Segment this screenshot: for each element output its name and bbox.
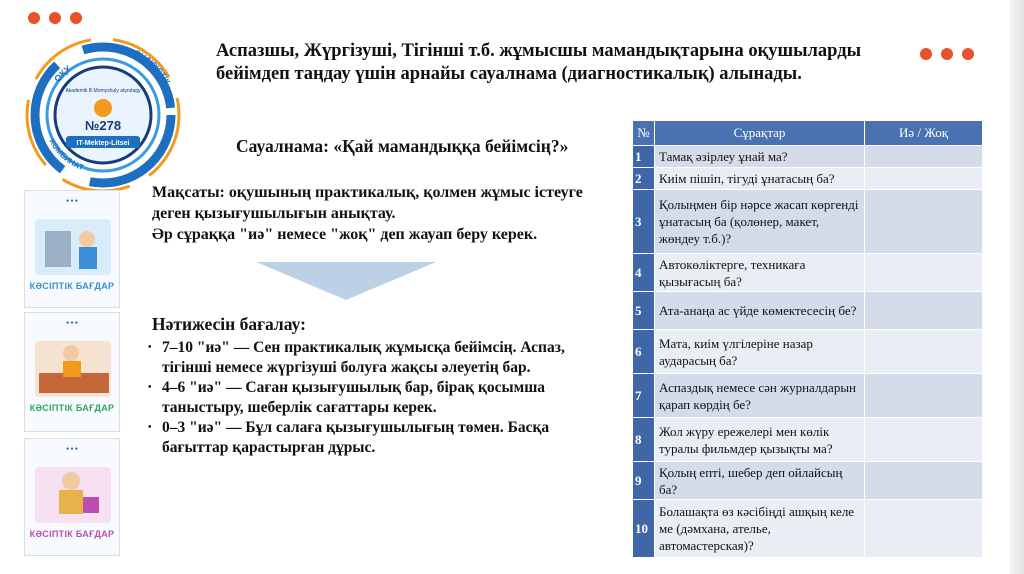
- table-row: [633, 418, 983, 462]
- answer-cell[interactable]: [865, 330, 983, 374]
- decor-dot: [962, 48, 974, 60]
- cover-header: ● ● ●: [66, 446, 78, 452]
- answer-cell[interactable]: [865, 168, 983, 190]
- right-edge-stripe: [1010, 0, 1024, 574]
- cover-header: ● ● ●: [66, 320, 78, 326]
- table-row: [633, 292, 983, 330]
- decor-dot: [920, 48, 932, 60]
- logo-top-text: ОҚУ: [52, 63, 73, 84]
- page-title: Аспазшы, Жүргізуші, Тігінші т.б. жұмысшы мамандықтарына оқушыларды бейімдеп таңдау үшін арнайы сауалнама (диагностикалық) алынады.: [216, 41, 862, 84]
- logo-number: №278: [84, 118, 122, 133]
- question-number: 8: [633, 418, 655, 462]
- logo-center-name: Akademik B.Momyshuly atyndagy: [65, 88, 141, 94]
- question-text: Киім пішіп, тігуді ұнатасың ба?: [655, 168, 865, 190]
- question-text: Қолың епті, шебер деп ойлайсың ба?: [655, 462, 865, 500]
- question-text: Автокөліктерге, техникаға қызығасың ба?: [655, 254, 865, 292]
- question-text: Болашақта өз кәсібіңді ашқың келе ме (дәмхана, ателье, автомастерская)?: [655, 500, 865, 558]
- survey-goal-line: Мақсаты: оқушының практикалық, қолмен жұмыс істеуге: [152, 184, 583, 201]
- results-list: [148, 338, 618, 458]
- results-item: • 4–6 "иә" — Саған қызығушылық бар, бірақ қосымша таныстыру, шеберлік сағаттары керек.: [148, 378, 618, 418]
- answer-cell[interactable]: [865, 374, 983, 418]
- svg-text:ӨНДІРІСТІК: [132, 48, 171, 86]
- question-number: 2: [633, 168, 655, 190]
- results-item: • 0–3 "иә" — Бұл салаға қызығушылығың төмен. Басқа бағыттар қарастырған дұрыс.: [148, 418, 618, 458]
- col-header-answer: Иә / Жоқ: [865, 121, 983, 146]
- career-guide-cover: [24, 312, 120, 432]
- table-row: [633, 500, 983, 558]
- career-guide-cover: [24, 190, 120, 308]
- cover-illustration: [25, 211, 120, 281]
- question-number: 9: [633, 462, 655, 500]
- logo-banner: IT-Mektep-Litsei: [76, 140, 130, 147]
- cover-illustration: [25, 333, 120, 403]
- results-item: • 7–10 "иә" — Сен практикалық жұмысқа бейімсің. Аспаз, тігінші немесе жүргізуші болуға жақсы әлеуетің бар.: [148, 338, 618, 378]
- question-text: Мата, киім үлгілеріне назар аударасың ба?: [655, 330, 865, 374]
- survey-title: Сауалнама: «Қай мамандыққа бейімсің?»: [236, 136, 569, 156]
- table-row: [633, 146, 983, 168]
- question-number: 6: [633, 330, 655, 374]
- survey-goal-line: деген қызығушылығын анықтау.: [152, 205, 396, 222]
- question-number: 4: [633, 254, 655, 292]
- decor-dot: [941, 48, 953, 60]
- table-row: [633, 374, 983, 418]
- table-header-row: [633, 121, 983, 146]
- table-row: [633, 190, 983, 254]
- question-text: Ата-анаңа ас үйде көмектесесің бе?: [655, 292, 865, 330]
- answer-cell[interactable]: [865, 462, 983, 500]
- table-row: [633, 168, 983, 190]
- answer-cell[interactable]: [865, 254, 983, 292]
- school-logo-graphic: [18, 30, 188, 200]
- logo-right-text: ӨНДІРІСТІК: [132, 47, 172, 86]
- question-number: 7: [633, 374, 655, 418]
- career-guide-cover: [24, 438, 120, 556]
- answer-cell[interactable]: [865, 190, 983, 254]
- question-number: 10: [633, 500, 655, 558]
- answer-cell[interactable]: [865, 418, 983, 462]
- question-text: Аспаздық немесе сән журналдарын қарап көрдің бе?: [655, 374, 865, 418]
- school-logo: [18, 30, 188, 200]
- table-row: [633, 462, 983, 500]
- decor-dot: [49, 12, 61, 24]
- answer-cell[interactable]: [865, 292, 983, 330]
- cover-illustration: [25, 459, 120, 529]
- decor-dot: [70, 12, 82, 24]
- survey-goal: [152, 182, 622, 245]
- cover-header: ● ● ●: [66, 198, 78, 204]
- decor-dots-right: [920, 48, 974, 60]
- results-heading: Нәтижесін бағалау:: [152, 314, 306, 334]
- question-text: Тамақ әзірлеу ұнай ма?: [655, 146, 865, 168]
- question-number: 1: [633, 146, 655, 168]
- table-row: [633, 330, 983, 374]
- col-header-number: №: [633, 121, 655, 146]
- answer-cell[interactable]: [865, 146, 983, 168]
- col-header-questions: Сұрақтар: [655, 121, 865, 146]
- cover-title: КӘСІПТІК БАҒДАР: [29, 403, 115, 413]
- down-arrow-shape: [256, 262, 436, 300]
- question-text: Жол жүру ережелері мен көлік туралы фильмдер қызықты ма?: [655, 418, 865, 462]
- question-text: Қолыңмен бір нәрсе жасап көргенді ұнатасың ба (қолөнер, макет, жөндеу т.б.)?: [655, 190, 865, 254]
- cover-title: КӘСІПТІК БАҒДАР: [29, 529, 115, 539]
- table-row: [633, 254, 983, 292]
- answer-cell[interactable]: [865, 500, 983, 558]
- questionnaire-table: [632, 120, 983, 558]
- survey-instruction: Әр сұраққа "иә" немесе "жоқ" деп жауап беру керек.: [152, 226, 538, 243]
- decor-dot: [28, 12, 40, 24]
- cover-title: КӘСІПТІК БАҒДАР: [29, 281, 115, 291]
- decor-dots-top-left: [28, 12, 82, 24]
- logo-bottom-text: КОМБИНАТ: [47, 137, 85, 173]
- question-number: 5: [633, 292, 655, 330]
- question-number: 3: [633, 190, 655, 254]
